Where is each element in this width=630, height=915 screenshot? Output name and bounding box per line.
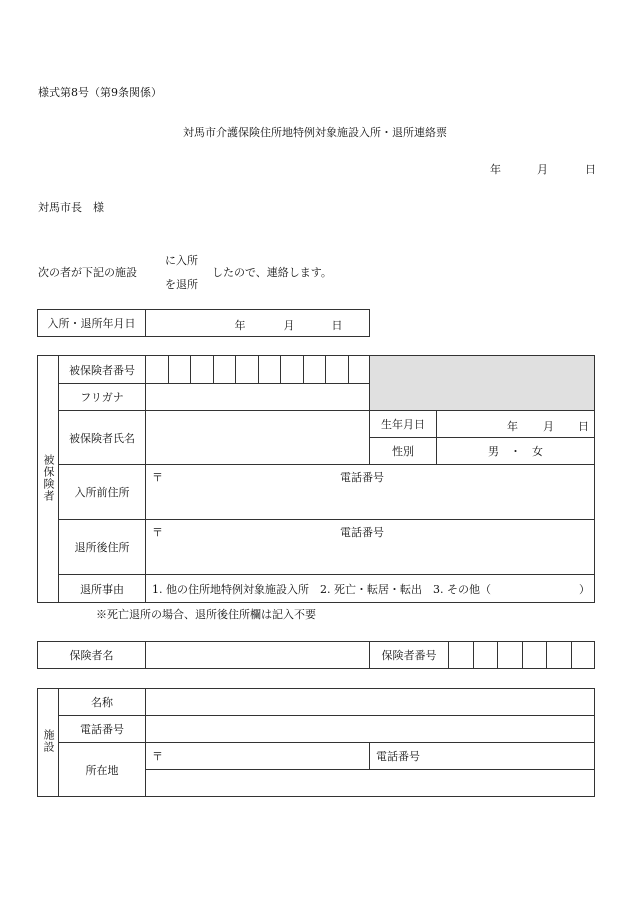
birth-year: 年: [507, 420, 518, 433]
date-month: 月: [537, 163, 548, 176]
date-year: 年: [490, 163, 501, 176]
insurer-number-digit-3[interactable]: [498, 642, 523, 669]
birthdate-label: 生年月日: [370, 411, 437, 438]
post-address-label: 退所後住所: [59, 520, 146, 575]
insured-number-digit-4[interactable]: [214, 356, 236, 384]
prev-address-label: 入所前住所: [59, 465, 146, 520]
prev-postal-mark: 〒: [152, 471, 163, 484]
form-title: 対馬市介護保険住所地特例対象施設入所・退所連絡票: [183, 126, 447, 139]
furigana-label: フリガナ: [59, 384, 146, 411]
birth-day: 日: [578, 420, 589, 433]
furigana-field[interactable]: [146, 384, 370, 411]
facility-table: [37, 688, 595, 797]
move-date-table: [37, 309, 370, 337]
insured-table: [37, 355, 595, 603]
prev-phone-label: 電話番号: [340, 471, 384, 484]
facility-name-label: 名称: [59, 689, 146, 716]
move-date-month: 月: [283, 318, 295, 332]
insurer-number-digit-5[interactable]: [547, 642, 572, 669]
insured-number-digit-3[interactable]: [191, 356, 214, 384]
facility-postal-mark: 〒: [152, 750, 163, 763]
insured-number-digit-6[interactable]: [259, 356, 281, 384]
date-day: 日: [585, 163, 596, 176]
insurer-name-label: 保険者名: [38, 642, 146, 669]
insurer-number-digit-2[interactable]: [474, 642, 498, 669]
insured-name-label: 被保険者氏名: [59, 411, 146, 465]
insured-number-digit-2[interactable]: [169, 356, 191, 384]
addressee: 対馬市長 様: [38, 201, 104, 214]
insured-name-field[interactable]: [146, 411, 370, 465]
move-date-field[interactable]: [146, 310, 370, 337]
sex-label: 性別: [370, 438, 437, 465]
birth-month: 月: [543, 420, 554, 433]
reason-options[interactable]: 1. 他の住所地特例対象施設入所 2. 死亡・転居・転出 3. その他（ ）: [146, 575, 595, 603]
prev-address-field[interactable]: [146, 465, 595, 520]
insured-number-digit-9[interactable]: [326, 356, 349, 384]
insured-number-digit-10[interactable]: [349, 356, 370, 384]
facility-address-phone-field[interactable]: [370, 743, 595, 770]
post-address-field[interactable]: [146, 520, 595, 575]
post-postal-mark: 〒: [152, 526, 163, 539]
shaded-area: [370, 356, 595, 411]
insurer-number-label: 保険者番号: [370, 642, 449, 669]
move-date-year: 年: [234, 318, 246, 332]
note-text: ※死亡退所の場合、退所後住所欄は記入不要: [96, 608, 316, 621]
notice-prefix: 次の者が下記の施設: [38, 266, 137, 279]
insurer-name-field[interactable]: [146, 642, 370, 669]
notice-suffix: したので、連絡します。: [212, 266, 332, 279]
facility-address-field[interactable]: [146, 770, 595, 797]
sex-options[interactable]: 男 ・ 女: [437, 438, 595, 465]
insurer-number-digit-1[interactable]: [449, 642, 474, 669]
notice-option-admission[interactable]: に入所: [165, 254, 198, 267]
insured-number-digit-1[interactable]: [146, 356, 169, 384]
birthdate-field[interactable]: [437, 411, 595, 438]
insurer-table: [37, 641, 595, 669]
form-number: 様式第8号（第9条関係）: [38, 86, 162, 99]
facility-group-label: 施設: [38, 689, 59, 797]
insured-number-label: 被保険者番号: [59, 356, 146, 384]
insurer-number-digit-6[interactable]: [572, 642, 595, 669]
insurer-number-digit-4[interactable]: [523, 642, 547, 669]
move-date-day: 日: [331, 318, 343, 332]
facility-address-label: 所在地: [59, 743, 146, 797]
insured-number-digit-8[interactable]: [304, 356, 326, 384]
facility-phone-label: 電話番号: [59, 716, 146, 743]
insured-group-label: 被保険者: [38, 356, 59, 603]
post-phone-label: 電話番号: [340, 526, 384, 539]
facility-postal-field[interactable]: [146, 743, 370, 770]
facility-name-field[interactable]: [146, 689, 595, 716]
insured-number-digit-5[interactable]: [236, 356, 259, 384]
facility-phone-field[interactable]: [146, 716, 595, 743]
move-date-label: 入所・退所年月日: [38, 310, 146, 337]
facility-address-phone-label: 電話番号: [376, 750, 420, 763]
notice-option-discharge[interactable]: を退所: [165, 278, 198, 291]
reason-label: 退所事由: [59, 575, 146, 603]
insured-number-digit-7[interactable]: [281, 356, 304, 384]
